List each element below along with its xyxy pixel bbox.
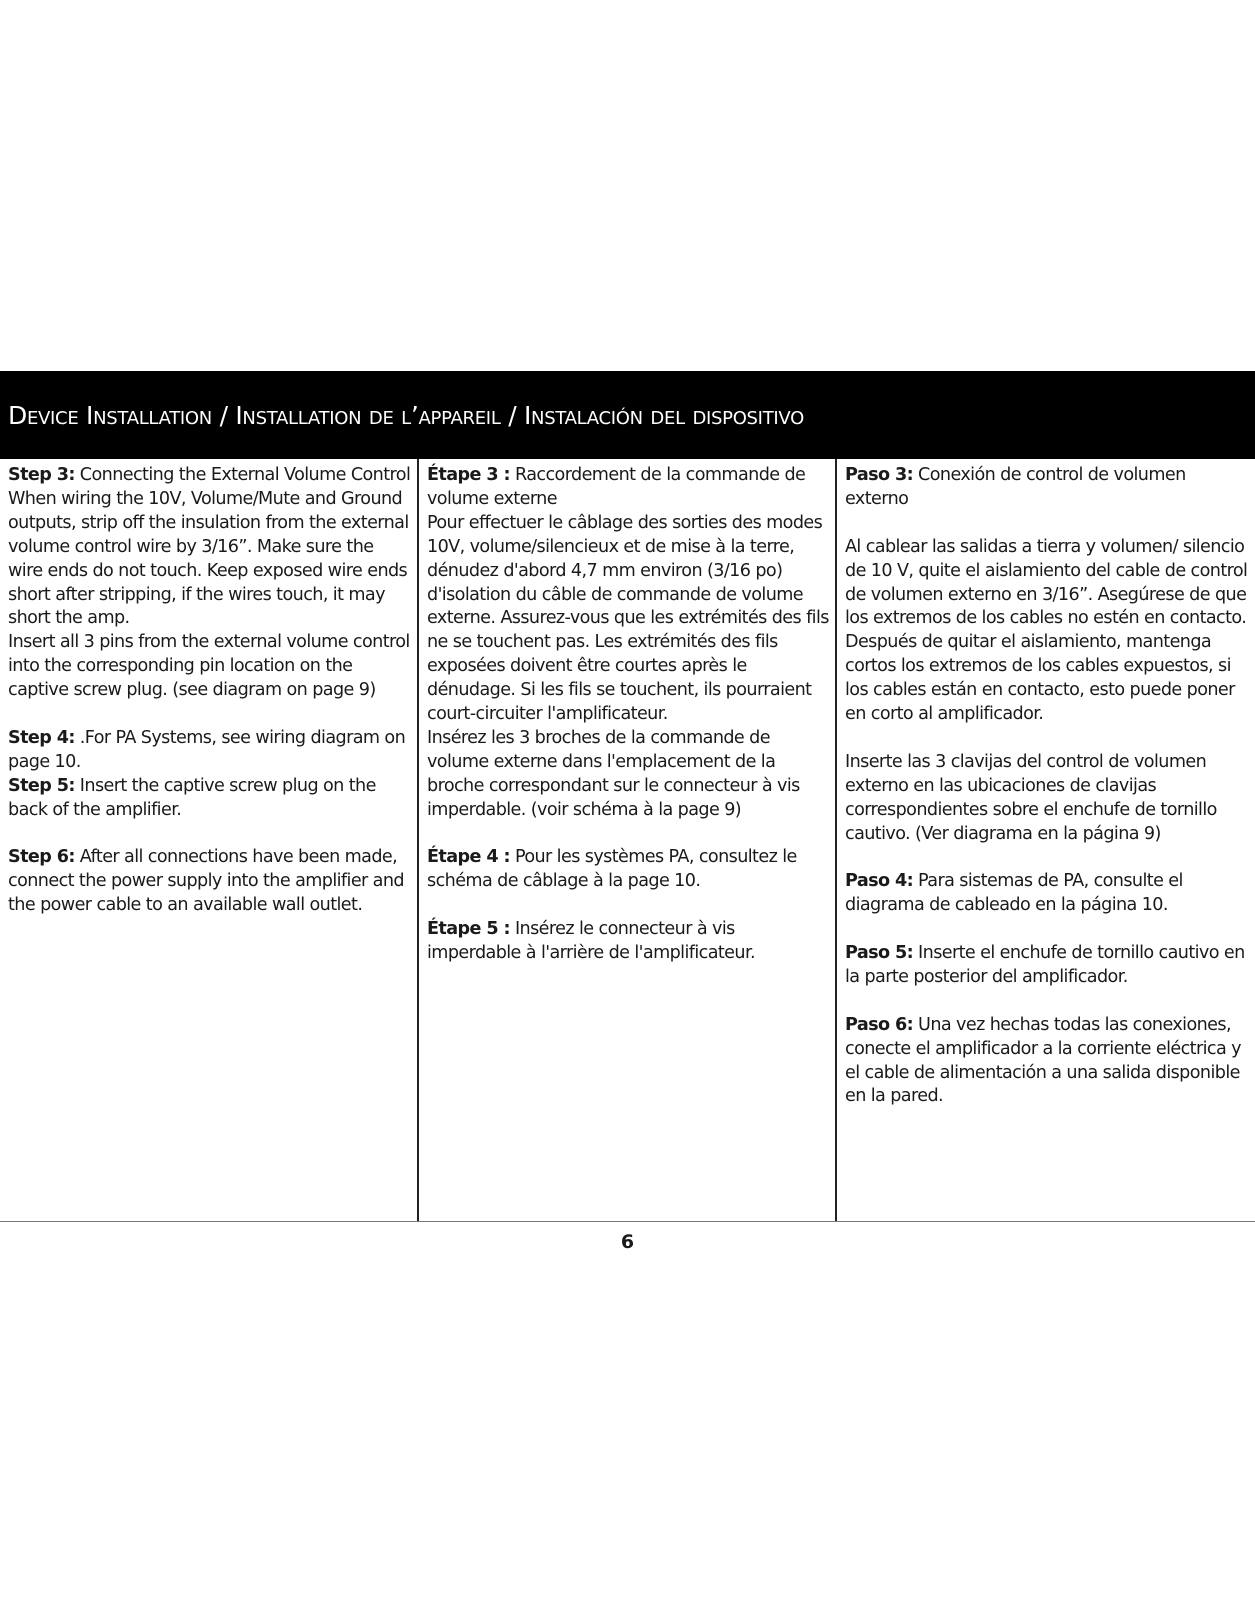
- step-3-continued: Insert all 3 pins from the external volume control into the corresponding pin location on the captive screw plug. (see diagram on page 9): [8, 632, 410, 701]
- step-text: .For PA Systems, see wiring diagram on page 10.: [8, 727, 406, 772]
- step-text: Insérez le connecteur à vis imperdable à l'arrière de l'amplificateur.: [427, 919, 755, 964]
- step-text: Connecting the External Volume Control When wiring the 10V, Volume/Mute and Ground outputs, strip off the insulation from the external volume control wire by 3/16”. Make sure the wire ends do not touch. Keep exposed wire ends short after stripping, if the wires touch, it may short the amp.: [8, 465, 411, 629]
- step-label: Étape 5 :: [427, 919, 510, 940]
- step-text: Pour les systèmes PA, consultez le schéma de câblage à la page 10.: [427, 847, 797, 892]
- french-column: [417, 459, 835, 1221]
- step-6-paragraph: [8, 846, 411, 918]
- step-3-pins: Inserte las 3 clavijas del control de volumen externo en las ubicaciones de clavijas correspondientes sobre el enchufe de tornillo cautivo. (Ver diagrama en la página 9): [845, 751, 1217, 844]
- bottom-divider: [0, 1221, 1255, 1222]
- step-3-continued: Al cablear las salidas a tierra y volumen/ silencio de 10 V, quite el aislamiento del cable de control de volumen externo en 3/16”. Asegúrese de que los extremos de los cables no estén en contacto. Después de quitar el aislamiento, mantenga cortos los extremos de los cables expuestos, si los cables están en contacto, esto puede poner en corto al amplificador.: [845, 536, 1248, 725]
- step-text: Insert the captive screw plug on the back of the amplifier.: [8, 775, 376, 820]
- step-5-paragraph: [845, 942, 1249, 990]
- step-label: Step 4:: [8, 727, 75, 748]
- step-3-continued: Pour effectuer le câblage des sorties des modes 10V, volume/silencieux et de mise à la terre, dénudez d'abord 4,7 mm environ (3/16 po) d'isolation du câble de commande de volume externe. Assurez-vous que les extrémités des fils ne se touchent pas. Les extrémités des fils exposées doivent être courtes après le dénudage. Si les fils se touchent, ils pourraient court-circuiter l'amplificateur.: [427, 512, 829, 725]
- step-label: Étape 3 :: [427, 465, 510, 485]
- step-3-paragraph: [8, 464, 411, 631]
- step-label: Paso 3:: [845, 465, 914, 485]
- step-label: Step 6:: [8, 847, 75, 868]
- step-4-paragraph: [845, 870, 1249, 918]
- step-text: Una vez hechas todas las conexiones, conecte el amplificador a la corriente eléctrica y el cable de alimentación a una salida disponible en la pared.: [845, 1014, 1241, 1107]
- page-number: 6: [620, 1231, 635, 1253]
- section-header-bar: [0, 371, 1255, 459]
- step-3-paragraph: [845, 464, 1249, 512]
- step-4-paragraph: [427, 846, 829, 894]
- english-column: [0, 459, 417, 1221]
- step-label: Step 5:: [8, 775, 75, 796]
- section-title: Device Installation / Installation de l’appareil / Instalación del dispositivo: [8, 401, 804, 430]
- step-text: After all connections have been made, connect the power supply into the amplifier and the power cable to an available wall outlet.: [8, 847, 404, 916]
- step-text: Inserte el enchufe de tornillo cautivo en la parte posterior del amplificador.: [845, 943, 1245, 987]
- step-6-paragraph: [845, 1014, 1249, 1110]
- step-text: Conexión de control de volumen externo: [845, 465, 1186, 509]
- step-text: Raccordement de la commande de volume externe: [427, 465, 806, 509]
- step-5-paragraph: [427, 918, 829, 966]
- step-4-paragraph: [8, 727, 411, 775]
- step-label: Paso 4:: [845, 871, 914, 892]
- spanish-column: [835, 459, 1255, 1221]
- step-label: Étape 4 :: [427, 847, 510, 868]
- step-3-paragraph: [427, 464, 829, 512]
- step-label: Step 3:: [8, 465, 75, 485]
- step-text: Para sistemas de PA, consulte el diagrama de cableado en la página 10.: [845, 871, 1183, 916]
- step-label: Paso 5:: [845, 943, 914, 964]
- step-5-paragraph: [8, 775, 411, 823]
- step-3-pins: Insérez les 3 broches de la commande de volume externe dans l'emplacement de la broche correspondant sur le connecteur à vis imperdable. (voir schéma à la page 9): [427, 727, 800, 820]
- instruction-columns: [0, 459, 1255, 1221]
- step-label: Paso 6:: [845, 1014, 914, 1035]
